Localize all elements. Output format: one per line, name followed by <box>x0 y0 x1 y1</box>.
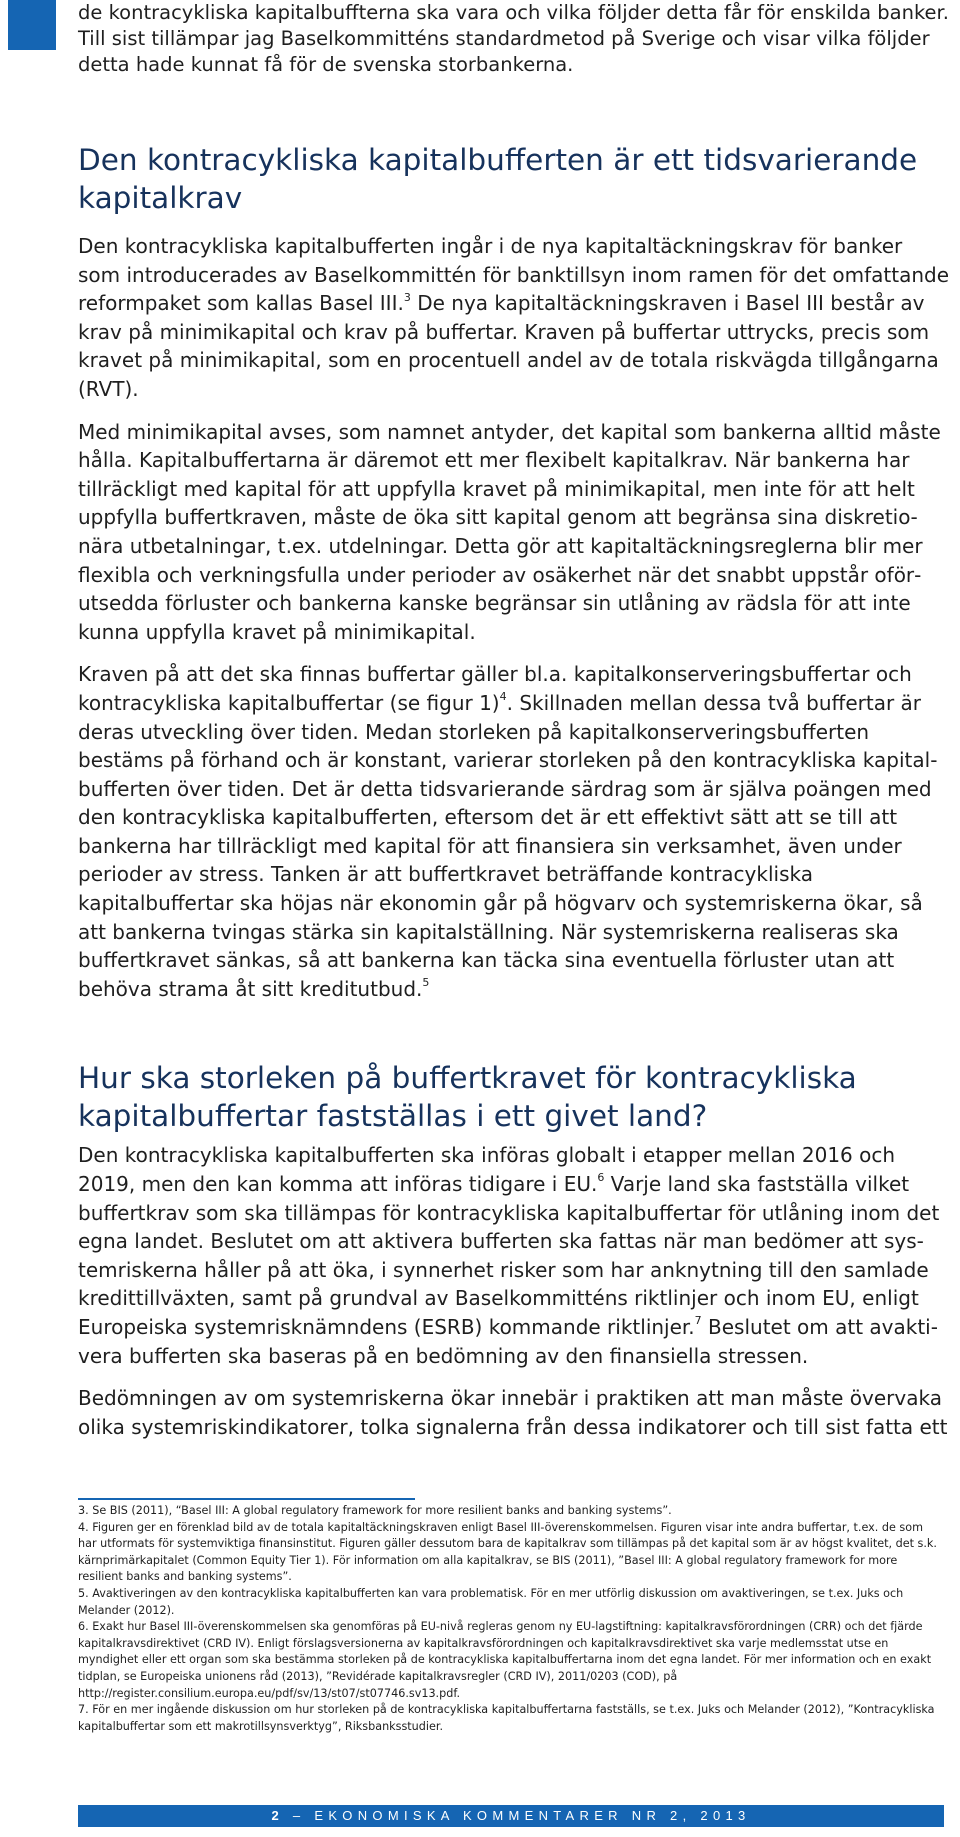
footnote-ref[interactable]: 4 <box>499 690 507 704</box>
footnote-ref[interactable]: 3 <box>403 290 411 304</box>
paragraph: Den kontracykliska kapitalbufferten ska införas globalt i etapper mellan 2016 och 2019, men den kan komma att införas tidigare i EU.$^6$ Varje land ska fastställa vilket buffertkrav som ska tillämpas för kontracykliska kapitalbuffertar för utlåning inom det egna landet. Beslutet om att aktivera bufferten ska fattas när man bedömer att systemriskerna håller på att öka, i synnerhet risker som har anknytning till den samlade kredittillväxten, samt på grundval av Baselkommitténs riktlinjer och inom EU, enligt Europeiska systemrisknämndens (ESRB) kommande riktlinjer.$^7$ Beslutet om att avaktivera bufferten ska baseras på en bedömning av den finansiella stressen. <box>78 1143 940 1368</box>
footnote-ref[interactable]: 6 <box>597 1171 605 1185</box>
paragraph: Den kontracykliska kapitalbufferten ingår i de nya kapitaltäckningskrav för banker som introducerades av Baselkommittén för banktillsyn inom ramen för det omfattande reformpaket som kallas Basel III.$^3$ De nya kapitaltäckningskraven i Basel III består av krav på minimikapital och krav på buffertar. Kraven på buffertar uttrycks, precis som kravet på minimikapital, som en procentuell andel av de totala riskvägda tillgångarna (RVT). <box>78 234 950 401</box>
footnotes <box>78 1498 944 1735</box>
footnote-6: 6. Exakt hur Basel III-överenskommelsen ska genomföras på EU-nivå regleras genom ny EU-lagstiftning: kapitalkravsförordningen (CRR) och det fjärde kapitalkravsdirektivet (CRD IV). Enligt förslagsversionerna av kapitalkravsförordningen och kapitalkravsdirektivet ska varje medlemsstat utse en myndighet eller ett organ som ska bestämma storleken på de kontracykliska kapitalbuffertarna inom det egna landet. För mer information och en exakt tidplan, se Europeiska unionens råd (2013), ”Revidérade kapitalkravsregler (CRD IV), 2011/0203 (COD), på http://register.consilium.europa.eu/pdf/sv/13/st07/st07746.sv13.pdf. <box>78 1620 932 1700</box>
footnote-7: 7. För en mer ingående diskussion om hur storleken på de kontracykliska kapitalbuffertarna fastställs, se t.ex. Juks och Melander (2012), ”Kontracykliska kapitalbuffertar som ett makrotillsynsverktyg”, Riksbanksstudier. <box>78 1703 935 1733</box>
page-number: 2 <box>271 1808 284 1823</box>
corner-color-block <box>8 0 56 50</box>
section-heading-2: Hur ska storleken på buffertkravet för kontracykliska kapitalbuffertar fastställas i ett givet land? <box>78 1061 857 1134</box>
footnote-5: 5. Avaktiveringen av den kontracykliska kapitalbufferten kan vara problematisk. För en mer utförlig diskussion om avaktiveringen, se t.ex. Juks och Melander (2012). <box>78 1586 904 1617</box>
publication-title: EKONOMISKA KOMMENTARER NR 2, 2013 <box>314 1808 751 1823</box>
footnote-3: 3. Se BIS (2011), “Basel III: A global regulatory framework for more resilient banks and banking systems”. <box>78 1504 672 1517</box>
intro-paragraph: de kontracykliska kapitalbuffterna ska vara och vilka följder detta får för enskilda banker. Till sist tillämpar jag Baselkommitténs standardmetod på Sverige och visar vilka följder detta hade kunnat få för de svenska storbankerna. <box>78 1 949 76</box>
paragraph: Kraven på att det ska finnas buffertar gäller bl.a. kapitalkonserveringsbuffertar och kontracykliska kapitalbuffertar (se figur 1)$^4$. Skillnaden mellan dessa två buffertar är deras utveckling över tiden. Medan storleken på kapitalkonserveringsbufferten bestäms på förhand och är konstant, varierar storleken på den kontracykliska kapitalbufferten över tiden. Det är detta tidsvarierande särdrag som är själva poängen med den kontracykliska kapitalbufferten, eftersom det är ett effektivt sätt att se till att bankerna har tillräckligt med kapital för att finansiera sin verksamhet, även under perioder av stress. Tanken är att buffertkravet beträffande kontracykliska kapitalbuffertar ska höjas när ekonomin går på högvarv och systemriskerna ökar, så att bankerna tvingas stärka sin kapitalställning. När systemriskerna realiseras ska buffertkravet sänkas, så att bankerna kan täcka sina eventuella förluster utan att behöva strama åt sitt kreditutbud.$^5$ <box>78 662 938 1001</box>
page-footer <box>78 1805 944 1827</box>
paragraph: Med minimikapital avses, som namnet antyder, det kapital som bankerna alltid måste hålla. Kapitalbuffertarna är däremot ett mer flexibelt kapitalkrav. När bankerna har tillräckligt med kapital för att uppfylla kravet på minimikapital, men inte för att helt uppfylla buffertkraven, måste de öka sitt kapital genom att begränsa sina diskretionära utbetalningar, t.ex. utdelningar. Detta gör att kapitaltäckningsreglerna blir mer flexibla och verkningsfulla under perioder av osäkerhet när det snabbt uppstår oförutsedda förluster och bankerna kanske begränsar sin utlåning av rädsla för att inte kunna uppfylla kravet på minimikapital. <box>78 419 941 644</box>
footnote-4: 4. Figuren ger en förenklad bild av de totala kapitaltäckningskraven enligt Basel III-överenskommelsen. Figuren visar inte andra buffertar, t.ex. de som har utformats för systemviktiga finansinstitut. Figuren gäller dessutom bara de kapitalkrav som tillämpas på det kapital som är av högst kvalitet, det s.k. kärnprimärkapitalet (Common Equity Tier 1). För information om alla kapitalkrav, se BIS (2011), ”Basel III: A global regulatory framework for more resilient banks and banking systems”. <box>78 1520 937 1584</box>
paragraph: Bedömningen av om systemriskerna ökar innebär i praktiken att man måste övervaka olika systemriskindikatorer, tolka signalerna från dessa indikatorer och till sist fatta ett <box>78 1386 948 1439</box>
section-heading-1: Den kontracykliska kapitalbufferten är ett tidsvarierande kapitalkrav <box>78 143 918 215</box>
article-body <box>78 0 950 1455</box>
footnote-ref[interactable]: 5 <box>422 976 430 990</box>
footnote-ref[interactable]: 7 <box>694 1314 702 1328</box>
footnote-divider <box>78 1498 415 1500</box>
footer-dash: – <box>292 1808 306 1823</box>
